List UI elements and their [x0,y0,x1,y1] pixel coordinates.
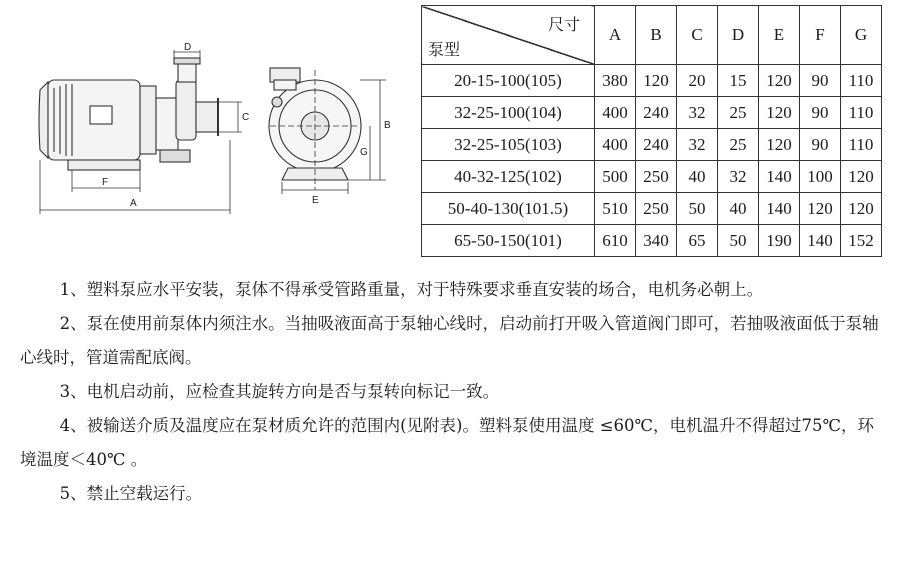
dimension-label-f: F [102,177,109,188]
value-cell: 400 [595,97,636,129]
value-cell: 120 [841,193,882,225]
value-cell: 120 [759,65,800,97]
value-cell: 400 [595,129,636,161]
value-cell: 100 [800,161,841,193]
value-cell: 25 [718,97,759,129]
pump-side-view [156,58,218,162]
table-row [422,129,882,161]
value-cell: 65 [677,225,718,257]
motor-side-view [39,80,156,170]
pump-dimension-drawing [30,40,410,218]
header-dimension-label: 尺寸 [547,17,580,34]
model-cell: 50-40-130(101.5) [422,193,595,225]
value-cell: 90 [800,129,841,161]
dimension-table [421,5,882,257]
value-cell: 110 [841,65,882,97]
value-cell: 140 [759,193,800,225]
value-cell: 190 [759,225,800,257]
note-2: 2、泵在使用前泵体内须注水。当抽吸液面高于泵轴心线时，启动前打开吸入管道阀门即可，若抽吸液面低于泵轴心线时，管道需配底阀。 [20,314,879,367]
installation-notes [20,273,888,511]
value-cell: 90 [800,65,841,97]
value-cell: 340 [636,225,677,257]
model-cell: 65-50-150(101) [422,225,595,257]
column-header-a: A [595,6,636,65]
note-4: 4、被输送介质及温度应在泵材质允许的范围内(见附表)。塑料泵使用温度 ≤60℃，电机温升不得超过75℃，环境温度＜40℃ 。 [20,416,874,469]
dimension-label-d: D [184,42,192,53]
table-row [422,225,882,257]
value-cell: 140 [800,225,841,257]
column-header-c: C [677,6,718,65]
value-cell: 20 [677,65,718,97]
value-cell: 50 [718,225,759,257]
dimension-label-c: C [242,112,250,123]
value-cell: 380 [595,65,636,97]
value-cell: 120 [636,65,677,97]
note-5: 5、禁止空载运行。 [59,484,203,503]
value-cell: 32 [718,161,759,193]
model-cell: 40-32-125(102) [422,161,595,193]
value-cell: 240 [636,97,677,129]
model-cell: 32-25-105(103) [422,129,595,161]
value-cell: 610 [595,225,636,257]
value-cell: 120 [759,97,800,129]
value-cell: 120 [841,161,882,193]
header-model-label: 泵型 [428,42,461,59]
table-header-row [422,6,882,65]
dimension-label-e: E [312,195,319,206]
value-cell: 240 [636,129,677,161]
value-cell: 40 [718,193,759,225]
value-cell: 140 [759,161,800,193]
column-header-f: F [800,6,841,65]
value-cell: 510 [595,193,636,225]
value-cell: 250 [636,193,677,225]
note-1: 1、塑料泵应水平安装，泵体不得承受管路重量，对于特殊要求垂直安装的场合，电机务必朝上。 [59,280,764,299]
value-cell: 110 [841,129,882,161]
dimension-label-a: A [130,198,137,209]
value-cell: 32 [677,129,718,161]
value-cell: 152 [841,225,882,257]
column-header-b: B [636,6,677,65]
value-cell: 15 [718,65,759,97]
value-cell: 500 [595,161,636,193]
value-cell: 25 [718,129,759,161]
table-row [422,65,882,97]
table-row [422,97,882,129]
column-header-g: G [841,6,882,65]
value-cell: 110 [841,97,882,129]
model-cell: 20-15-100(105) [422,65,595,97]
value-cell: 40 [677,161,718,193]
table-corner-header [422,6,595,65]
value-cell: 90 [800,97,841,129]
note-3: 3、电机启动前，应检查其旋转方向是否与泵转向标记一致。 [59,382,500,401]
column-header-d: D [718,6,759,65]
table-row [422,193,882,225]
value-cell: 250 [636,161,677,193]
model-cell: 32-25-100(104) [422,97,595,129]
column-header-e: E [759,6,800,65]
table-row [422,161,882,193]
value-cell: 32 [677,97,718,129]
dimension-label-b: B [384,120,391,131]
value-cell: 50 [677,193,718,225]
pump-front-view [269,68,361,190]
value-cell: 120 [759,129,800,161]
dimension-label-g: G [360,147,368,158]
value-cell: 120 [800,193,841,225]
